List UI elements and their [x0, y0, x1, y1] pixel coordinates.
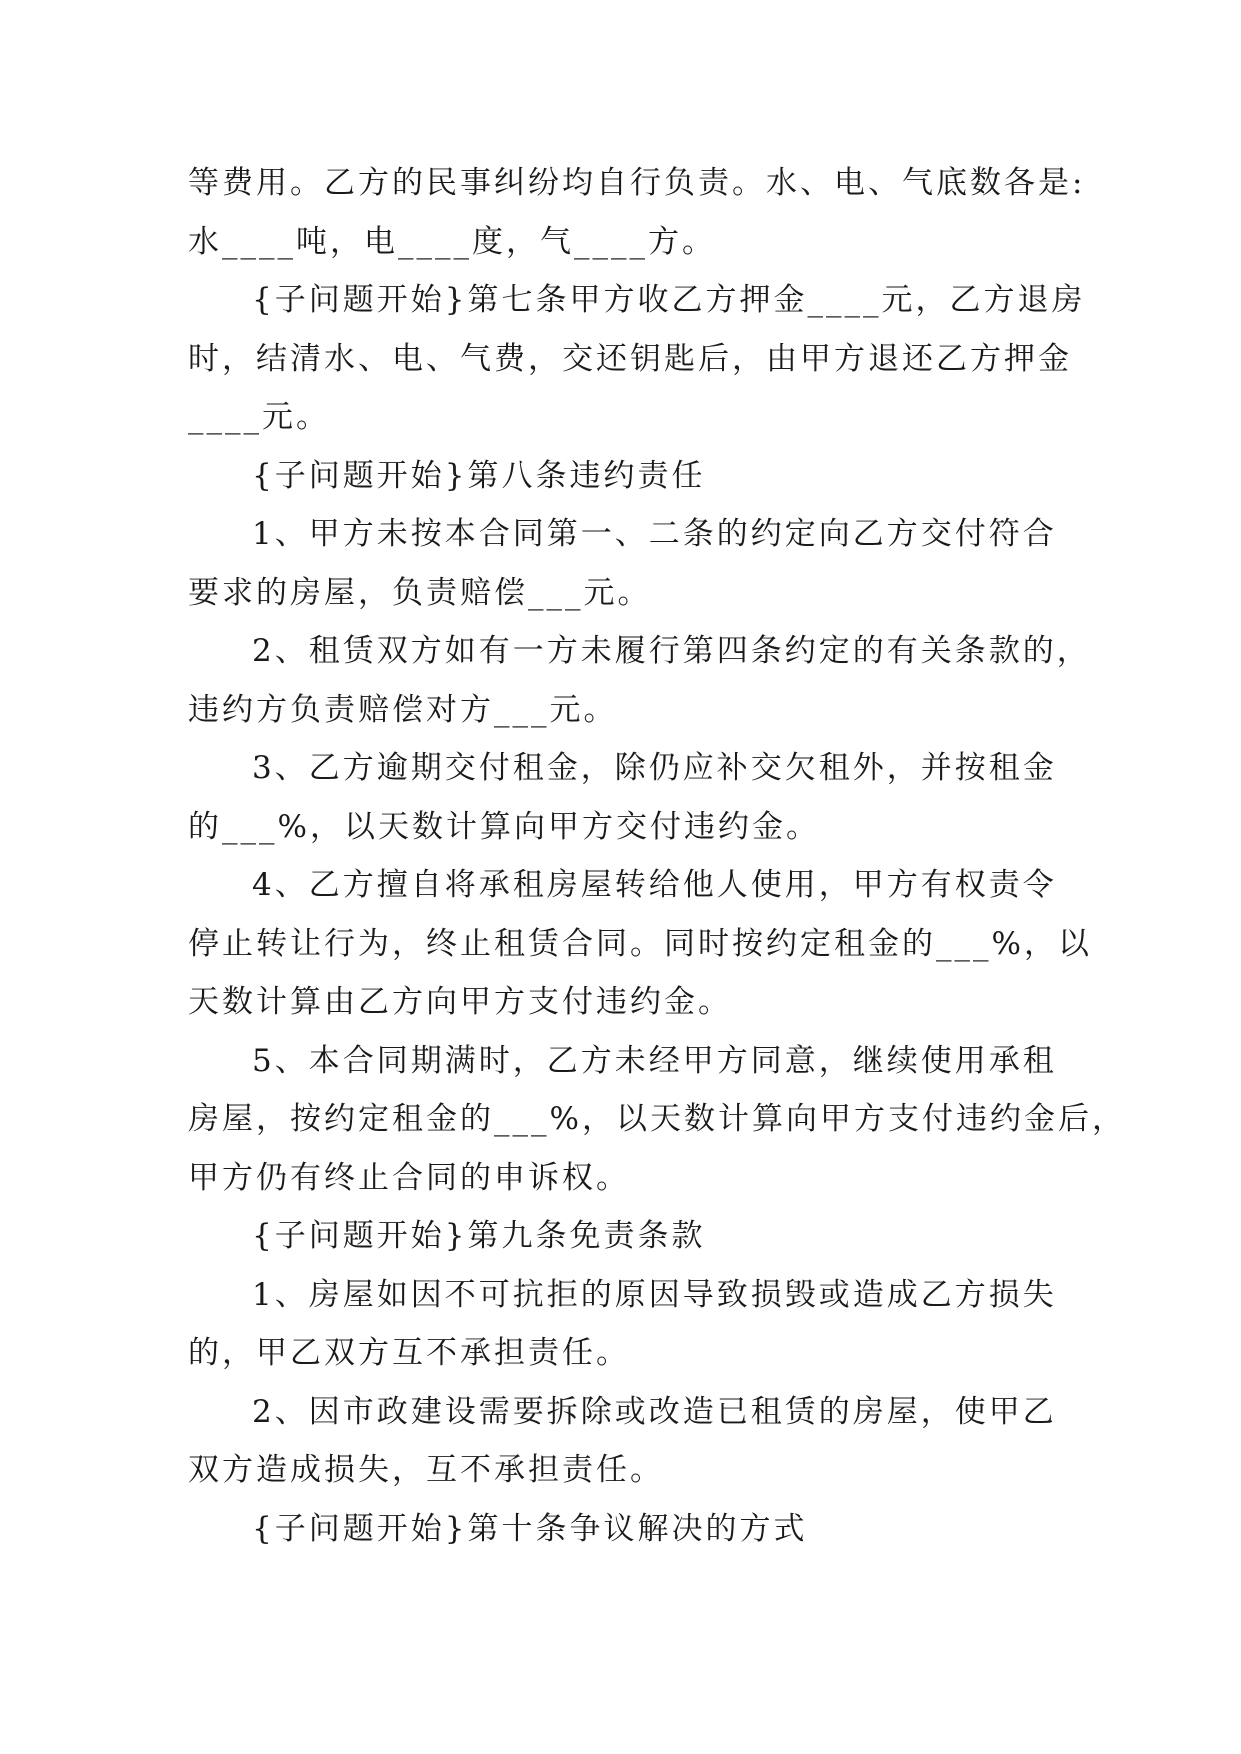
text-line: 时，结清水、电、气费，交还钥匙后，由甲方退还乙方押金: [188, 340, 1072, 377]
list-item-line: 4、乙方擅自将承租房屋转给他人使用，甲方有权责令: [252, 867, 1057, 903]
list-item-line: 2、租赁双方如有一方未履行第四条约定的有关条款的，: [252, 633, 1091, 669]
text-line: 等费用。乙方的民事纠纷均自行负责。水、电、气底数各是:: [188, 165, 1086, 201]
clause-9-heading: {子问题开始}第九条免责条款: [252, 1218, 706, 1254]
text-line: 双方造成损失，互不承担责任。: [188, 1452, 664, 1488]
text-line: 水____吨，电____度，气____方。: [188, 223, 716, 260]
text-line: 违约方负责赔偿对方___元。: [188, 691, 618, 728]
text-line: 的，甲乙双方互不承担责任。: [188, 1335, 630, 1371]
text-line: ____元。: [188, 399, 330, 435]
clause-10-heading: {子问题开始}第十条争议解决的方式: [252, 1510, 808, 1547]
clause-7-line: {子问题开始}第七条甲方收乙方押金____元，乙方退房: [252, 282, 1086, 318]
text-line: 的___%，以天数计算向甲方交付违约金。: [188, 808, 820, 845]
text-line: 房屋，按约定租金的___%，以天数计算向甲方支付违约金后，: [188, 1101, 1126, 1137]
clause-8-heading: {子问题开始}第八条违约责任: [252, 457, 706, 494]
list-item-line: 2、因市政建设需要拆除或改造已租赁的房屋，使甲乙: [252, 1393, 1057, 1430]
text-line: 天数计算由乙方向甲方支付违约金。: [188, 984, 732, 1020]
list-item-line: 1、甲方未按本合同第一、二条的约定向乙方交付符合: [252, 516, 1057, 552]
text-line: 要求的房屋，负责赔偿___元。: [188, 574, 652, 611]
text-line: 甲方仍有终止合同的申诉权。: [188, 1159, 630, 1196]
text-line: 停止转让行为，终止租赁合同。同时按约定租金的___%，以: [188, 925, 1092, 962]
list-item-line: 5、本合同期满时，乙方未经甲方同意，继续使用承租: [252, 1042, 1057, 1079]
list-item-line: 1、房屋如因不可抗拒的原因导致损毁或造成乙方损失: [252, 1276, 1057, 1313]
document-body: [188, 154, 1126, 1558]
list-item-line: 3、乙方逾期交付租金，除仍应补交欠租外，并按租金: [252, 750, 1057, 786]
